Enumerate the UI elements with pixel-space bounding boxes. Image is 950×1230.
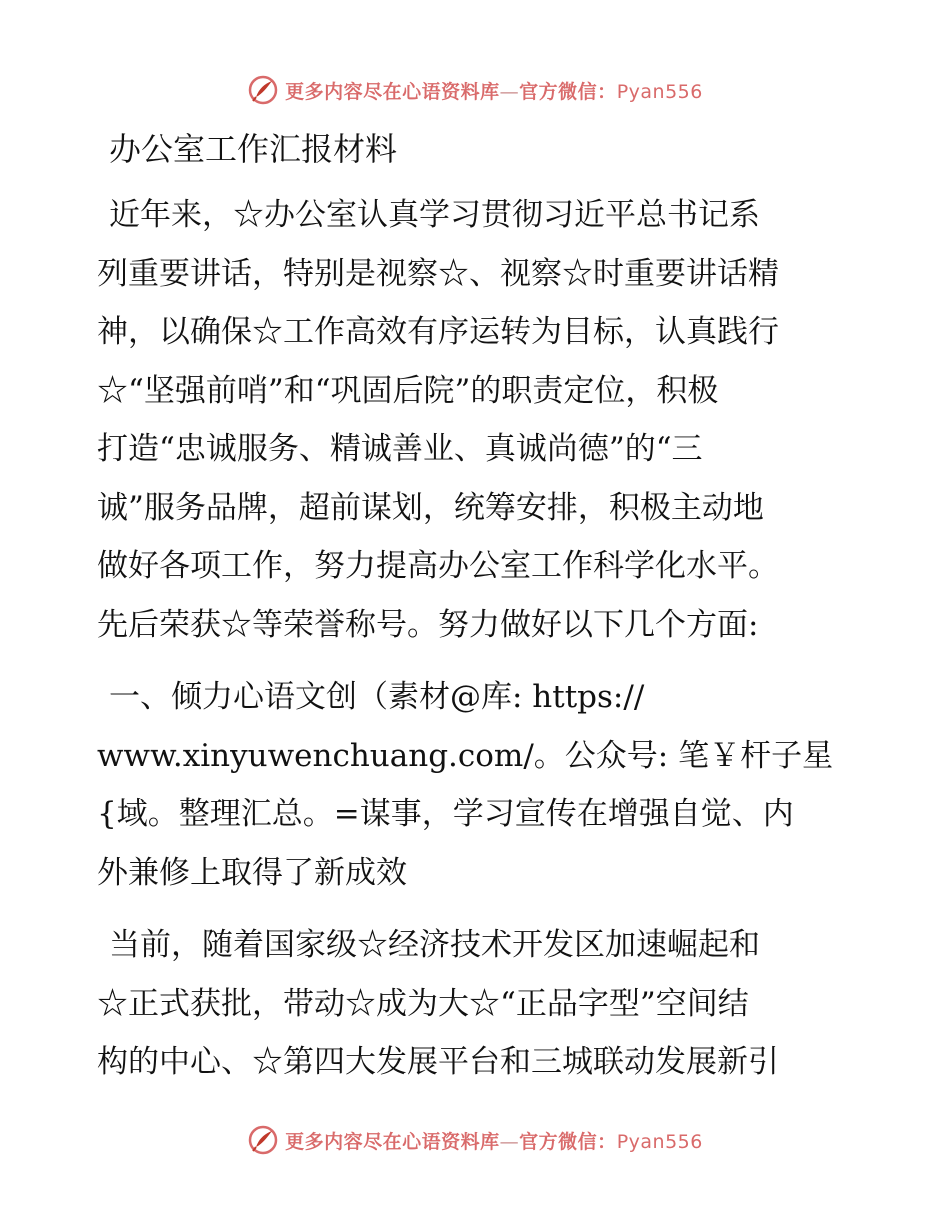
text-line: 构的中心、☆第四大发展平台和三城联动发展新引 — [97, 1044, 779, 1080]
document-title: 办公室工作汇报材料 — [109, 130, 398, 168]
document-body — [97, 120, 857, 1106]
text-line: ☆正式获批，带动☆成为大☆“正品字型”空间结 — [97, 985, 749, 1022]
text-line: 近年来，☆办公室认真学习贯彻习近平总书记系 — [109, 197, 760, 233]
text-line: 先后荣获☆等荣誉称号。努力做好以下几个方面: — [97, 606, 759, 643]
text-line: 列重要讲话，特别是视察☆、视察☆时重要讲话精 — [97, 255, 779, 292]
text-line: 当前，随着国家级☆经济技术开发区加速崛起和 — [109, 927, 760, 963]
watermark-text: 更多内容尽在心语资料库—官方微信：Pyan556 — [285, 80, 703, 103]
text-line: 神，以确保☆工作高效有序运转为目标，认真践行 — [97, 314, 779, 350]
text-line: 外兼修上取得了新成效 — [97, 854, 407, 891]
text-line: 打造“忠诚服务、精诚善业、真诚尚德”的“三 — [97, 431, 703, 467]
text-line: 做好各项工作，努力提高办公室工作科学化水平。 — [97, 548, 779, 584]
text-line: ☆“坚强前哨”和“巩固后院”的职责定位，积极 — [97, 372, 719, 409]
paragraph-current — [97, 916, 857, 1092]
feather-pen-logo-icon — [247, 1124, 279, 1156]
text-line-url: www.xinyuwenchuang.com/。公众号: 笔￥杆子星 — [97, 737, 834, 774]
watermark-text: 更多内容尽在心语资料库—官方微信：Pyan556 — [285, 1130, 703, 1153]
text-line: 一、倾力心语文创（素材@库: https:// — [109, 679, 645, 715]
header-watermark — [0, 70, 950, 110]
footer-watermark — [0, 1120, 950, 1160]
text-line: {域。整理汇总。=谋事，学习宣传在增强自觉、内 — [97, 796, 794, 832]
paragraph-section-one — [97, 668, 857, 902]
paragraph-intro — [97, 186, 857, 654]
feather-pen-logo-icon — [247, 74, 279, 106]
text-line: 诚”服务品牌，超前谋划，统筹安排，积极主动地 — [97, 489, 764, 526]
